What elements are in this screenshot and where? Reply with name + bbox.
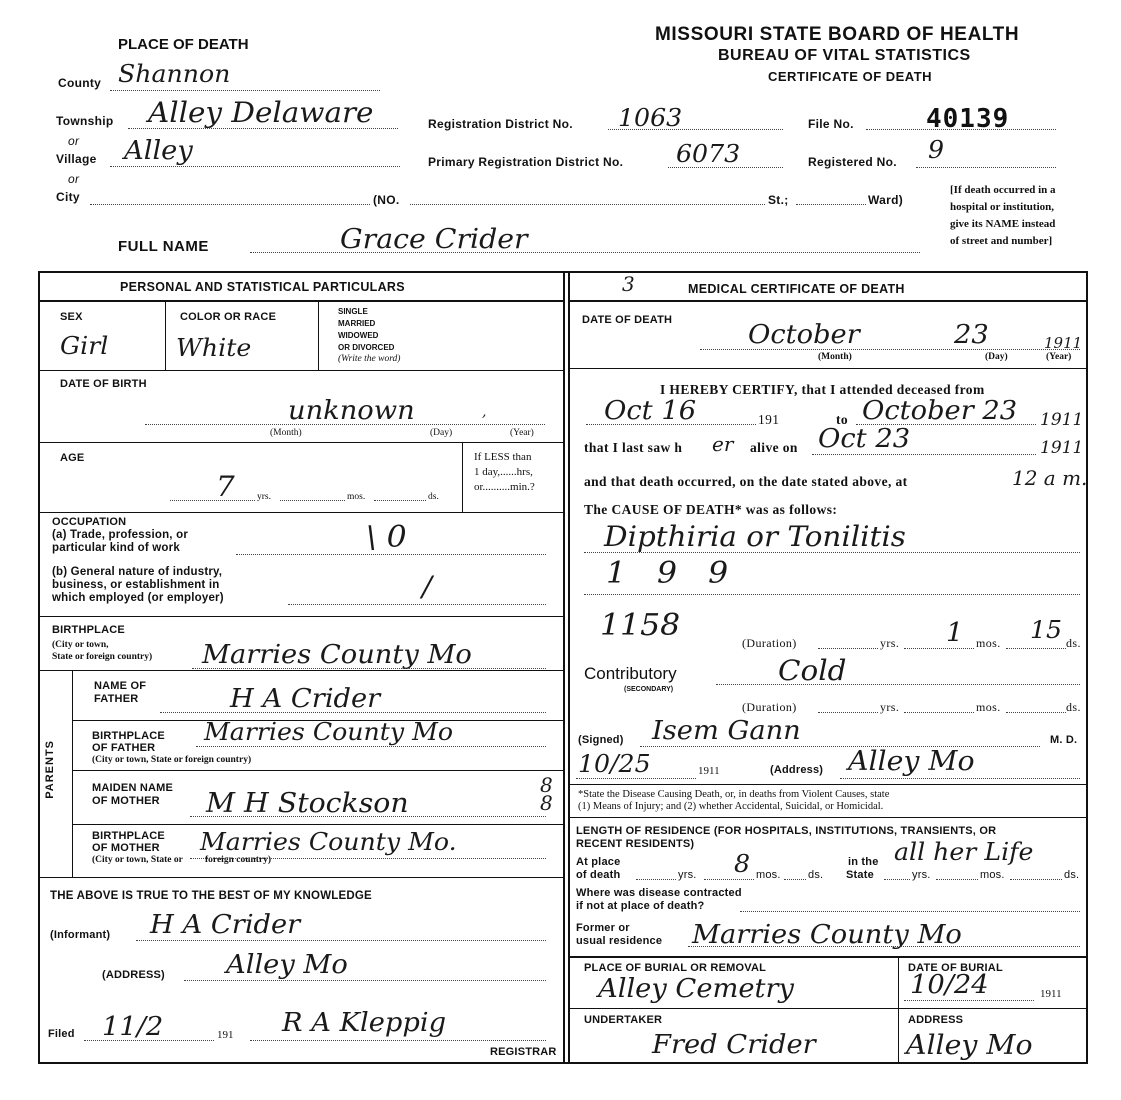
certify-label: I HEREBY CERTIFY, that I attended deceased from <box>660 382 985 397</box>
informant-value: H A Crider <box>150 910 301 940</box>
dob-comma: , <box>482 404 487 420</box>
age-mos: mos. <box>347 492 366 502</box>
mother-name-label-2: OF MOTHER <box>92 795 160 807</box>
father-bp-label-2: OF FATHER <box>92 742 156 754</box>
former-value: Marries County Mo <box>692 920 962 950</box>
duration-label: (Duration) <box>742 636 797 650</box>
file-no-value: 40139 <box>926 104 1010 134</box>
township-value: Alley Delaware <box>148 96 374 129</box>
contributory-label: Contributory <box>584 664 677 683</box>
marital-single: SINGLE <box>338 307 368 316</box>
dod-year: 1911 <box>1044 334 1083 352</box>
occ-a-line1: (a) Trade, profession, or <box>52 529 188 541</box>
age-yrs: yrs. <box>257 492 271 502</box>
attended-to: October 23 <box>862 396 1018 426</box>
dod-month: October <box>748 320 860 350</box>
duration-mos: 1 <box>946 618 964 648</box>
bureau-title: BUREAU OF VITAL STATISTICS <box>718 47 971 64</box>
medical-heading: MEDICAL CERTIFICATE OF DEATH <box>688 282 905 296</box>
birthplace-value: Marries County Mo <box>202 640 472 670</box>
dod-year-label: (Year) <box>1046 352 1072 362</box>
certificate-title: CERTIFICATE OF DEATH <box>768 69 933 84</box>
death-time: 12 a m. <box>1012 466 1088 490</box>
father-name-label-2: FATHER <box>94 693 139 705</box>
address-label: (ADDRESS) <box>102 969 165 981</box>
file-no-label: File No. <box>808 117 854 131</box>
burial-date-value: 10/24 <box>910 970 989 1000</box>
cause-marks: 1 9 9 <box>606 556 739 591</box>
mother-bp-value: Marries County Mo. <box>200 828 457 856</box>
contrib-yrs: yrs. <box>880 700 900 714</box>
of-death-label: of death <box>576 869 621 881</box>
burial-year: 1911 <box>1040 988 1062 1000</box>
primary-registration-value: 6073 <box>676 140 741 168</box>
res-mos-value: 8 <box>734 850 751 878</box>
burial-value: Alley Cemetry <box>598 974 794 1004</box>
full-name-label: FULL NAME <box>118 238 209 255</box>
true-statement: THE ABOVE IS TRUE TO THE BEST OF MY KNOWLEDGE <box>50 890 372 902</box>
sign-date: 10/25 <box>578 750 651 778</box>
cause-label: The CAUSE OF DEATH* was as follows: <box>584 502 838 517</box>
no-label: (NO. <box>373 193 400 207</box>
parents-label: PARENTS <box>44 740 56 799</box>
death-occurred-label: and that death occurred, on the date stated above, at <box>584 474 908 489</box>
county-label: County <box>58 76 102 90</box>
dob-day-label: (Day) <box>430 428 453 438</box>
occ-a-value: \ 0 <box>366 520 407 555</box>
birthplace-sub2: State or foreign country) <box>52 652 153 662</box>
age-value: 7 <box>216 470 235 503</box>
sign-year: 1911 <box>698 765 720 777</box>
st-label: St.; <box>768 193 789 207</box>
medical-heading-number: 3 <box>622 272 635 296</box>
residence-label-1: LENGTH OF RESIDENCE (FOR HOSPITALS, INSTITUTIONS, TRANSIENTS, OR <box>576 825 997 837</box>
undertaker-label: UNDERTAKER <box>584 1014 663 1026</box>
color-value: White <box>176 334 252 362</box>
in-the-label: in the <box>848 856 879 868</box>
res-yrs: yrs. <box>678 869 697 881</box>
last-saw-label: that I last saw h <box>584 440 683 455</box>
undertaker-address-value: Alley Mo <box>906 1030 1033 1061</box>
hospital-note-4: of street and number] <box>950 235 1053 247</box>
state-label: State <box>846 869 874 881</box>
village-value: Alley <box>124 136 193 166</box>
occ-a-line2: particular kind of work <box>52 542 180 554</box>
signed-label: (Signed) <box>578 734 624 746</box>
father-name-label-1: NAME OF <box>94 680 147 692</box>
occ-b-line3: which employed (or employer) <box>52 592 224 604</box>
margin-mark: 8 8 <box>540 773 553 815</box>
registrar-value: R A Kleppig <box>282 1008 447 1038</box>
residence-label-2: RECENT RESIDENTS) <box>576 838 695 850</box>
cause-extra: 1158 <box>600 608 681 643</box>
cause-note-1: *State the Disease Causing Death, or, in deaths from Violent Causes, state <box>578 789 890 800</box>
primary-registration-label: Primary Registration District No. <box>428 155 624 169</box>
age-label: AGE <box>60 452 85 464</box>
father-bp-value: Marries County Mo <box>204 718 454 746</box>
state-mos: mos. <box>980 869 1005 881</box>
birthplace-label: BIRTHPLACE <box>52 624 125 636</box>
sex-value: Girl <box>60 332 109 360</box>
age-ds: ds. <box>428 492 439 502</box>
burial-date-label: DATE OF BURIAL <box>908 962 1003 974</box>
dob-label: DATE OF BIRTH <box>60 378 147 390</box>
registration-district-value: 1063 <box>618 104 683 132</box>
hospital-note-2: hospital or institution, <box>950 201 1055 213</box>
occ-b-line2: business, or establishment in <box>52 579 220 591</box>
birthplace-sub1: (City or town, <box>52 640 109 650</box>
personal-heading: PERSONAL AND STATISTICAL PARTICULARS <box>120 280 405 294</box>
to-year: 1911 <box>1040 410 1084 430</box>
dod-label: DATE OF DEATH <box>582 314 673 326</box>
alive-on-value: Oct 23 <box>818 424 911 454</box>
ward-label: Ward) <box>868 193 904 207</box>
mother-bp-label-1: BIRTHPLACE <box>92 830 165 842</box>
board-title: MISSOURI STATE BOARD OF HEALTH <box>655 24 1020 45</box>
res-mos: mos. <box>756 869 781 881</box>
cause-value: Dipthiria or Tonilitis <box>604 520 906 553</box>
attended-from: Oct 16 <box>604 396 697 426</box>
dob-value: unknown <box>288 396 415 426</box>
marital-divorced: OR DIVORCED <box>338 343 395 352</box>
filed-year: 191 <box>217 1029 234 1041</box>
former-label-2: usual residence <box>576 935 663 947</box>
father-name-value: H A Crider <box>230 684 381 714</box>
cause-note-2: (1) Means of Injury; and (2) whether Accidental, Suicidal, or Homicidal. <box>578 801 884 812</box>
state-ds: ds. <box>1064 869 1080 881</box>
state-value: all her Life <box>894 838 1034 866</box>
state-yrs: yrs. <box>912 869 931 881</box>
filed-value: 11/2 <box>102 1012 164 1042</box>
where-label-2: if not at place of death? <box>576 900 705 912</box>
contrib-duration-label: (Duration) <box>742 700 797 714</box>
dod-month-label: (Month) <box>818 352 852 362</box>
county-value: Shannon <box>118 60 231 88</box>
contributory-value: Cold <box>778 654 847 687</box>
hospital-note-3: give its NAME instead <box>950 218 1056 230</box>
occupation-label: OCCUPATION <box>52 516 127 528</box>
undertaker-value: Fred Crider <box>652 1030 816 1060</box>
registered-no-value: 9 <box>928 136 945 164</box>
filed-label: Filed <box>48 1028 75 1040</box>
mother-bp-sub1: (City or town, State or <box>92 855 183 865</box>
signed-value: Isem Gann <box>652 716 801 746</box>
duration-ds-label: ds. <box>1066 636 1081 650</box>
father-bp-sub: (City or town, State or foreign country) <box>92 755 252 765</box>
dod-day-label: (Day) <box>985 352 1008 362</box>
registered-no-label: Registered No. <box>808 155 897 169</box>
md-address-label: (Address) <box>770 764 824 776</box>
occ-b-line1: (b) General nature of industry, <box>52 566 223 578</box>
full-name-value: Grace Crider <box>340 224 528 255</box>
last-saw-her: er <box>712 432 734 456</box>
duration-mos-label: mos. <box>976 636 1001 650</box>
at-place-label: At place <box>576 856 621 868</box>
marital-widowed: WIDOWED <box>338 331 379 340</box>
city-label: City <box>56 190 80 204</box>
former-label-1: Former or <box>576 922 630 934</box>
mother-name-value: M H Stockson <box>206 788 409 819</box>
res-ds: ds. <box>808 869 824 881</box>
informant-label: (Informant) <box>50 929 111 941</box>
alive-on-label: alive on <box>750 440 798 455</box>
mother-name-label-1: MAIDEN NAME <box>92 782 174 794</box>
color-label: COLOR OR RACE <box>180 311 277 323</box>
mother-bp-label-2: OF MOTHER <box>92 842 160 854</box>
address-value: Alley Mo <box>226 950 348 980</box>
place-of-death-heading: PLACE OF DEATH <box>118 36 249 53</box>
alive-year: 1911 <box>1040 438 1084 458</box>
dod-day: 23 <box>954 320 989 350</box>
marital-write: (Write the word) <box>338 354 401 364</box>
registration-district-label: Registration District No. <box>428 117 573 131</box>
registrar-label: REGISTRAR <box>490 1046 557 1058</box>
or-label-1: or <box>68 134 80 148</box>
md-label: M. D. <box>1050 734 1078 746</box>
if-less-3: or..........min.? <box>474 481 535 493</box>
duration-ds: 15 <box>1030 616 1063 644</box>
from-year: 191 <box>758 412 780 427</box>
burial-label: PLACE OF BURIAL OR REMOVAL <box>584 962 767 974</box>
if-less-2: 1 day,......hrs, <box>474 466 533 478</box>
secondary-label: (SECONDARY) <box>624 686 674 693</box>
father-bp-label-1: BIRTHPLACE <box>92 730 165 742</box>
hospital-note-1: [If death occurred in a <box>950 184 1056 196</box>
sex-label: SEX <box>60 311 83 323</box>
to-label: to <box>836 412 849 427</box>
township-label: Township <box>56 114 114 128</box>
dob-month-label: (Month) <box>270 428 302 438</box>
contrib-ds: ds. <box>1066 700 1081 714</box>
where-label-1: Where was disease contracted <box>576 887 742 899</box>
duration-yrs: yrs. <box>880 636 900 650</box>
undertaker-address-label: ADDRESS <box>908 1014 964 1026</box>
contrib-mos: mos. <box>976 700 1001 714</box>
dob-year-label: (Year) <box>510 428 534 438</box>
mother-bp-sub2: foreign country) <box>205 855 272 865</box>
occ-b-value: / <box>422 570 432 603</box>
marital-married: MARRIED <box>338 319 376 328</box>
village-label: Village <box>56 152 97 166</box>
if-less-1: If LESS than <box>474 451 532 463</box>
md-address-value: Alley Mo <box>848 746 975 777</box>
or-label-2: or <box>68 172 80 186</box>
